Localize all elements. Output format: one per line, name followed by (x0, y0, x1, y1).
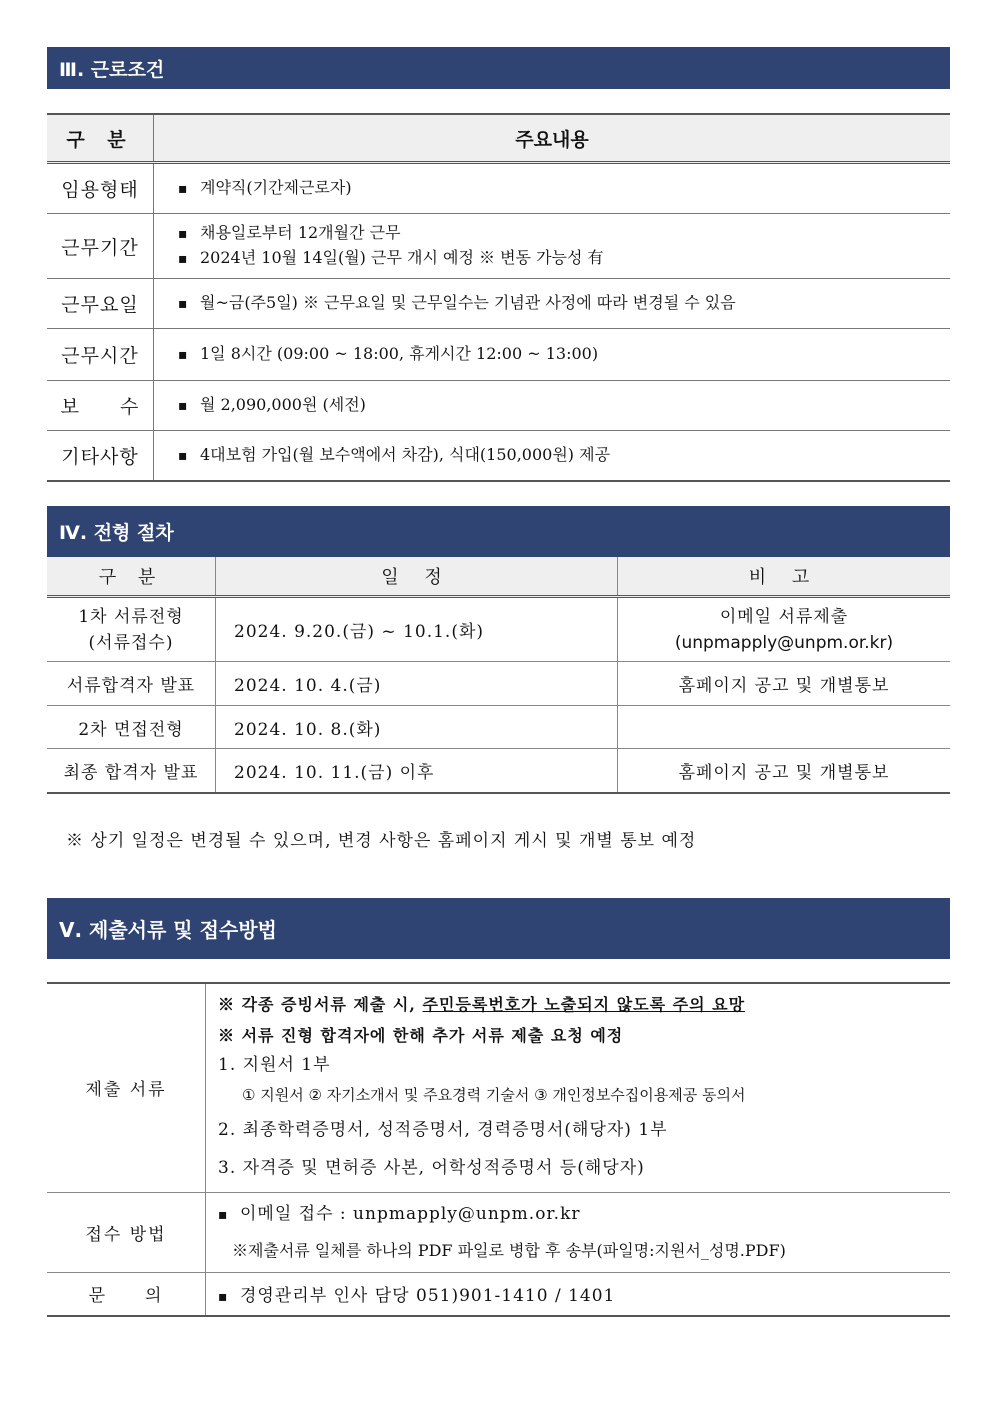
selection-process-table (47, 557, 950, 794)
step-cell (47, 597, 216, 662)
document-item-2: 2. 최종학력증명서, 성적증명서, 경력증명서(해당자) 1부 (218, 1119, 668, 1140)
section5-title: Ⅴ. 제출서류 및 접수방법 (47, 898, 950, 959)
table-row (47, 706, 950, 749)
table-row (47, 597, 950, 662)
section4-title: Ⅳ. 전형 절차 (47, 506, 950, 557)
warning-line (218, 989, 950, 1020)
table-row (47, 749, 950, 793)
list-item: ▪ 2024년 10월 14일(월) 근무 개시 예정 ※ 변동 가능성 有 (178, 246, 950, 271)
method-label: 접수 방법 (47, 1192, 206, 1272)
document-item-1: 1. 지원서 1부 (218, 1054, 331, 1075)
list-item: ▪ 채용일로부터 12개월간 근무 (178, 221, 950, 246)
document-item-3: 3. 자격증 및 면허증 사본, 어학성적증명서 등(해당자) (218, 1157, 645, 1178)
warning-prefix: ※ 각종 증빙서류 제출 시, (218, 994, 423, 1014)
row-content (154, 381, 951, 431)
row-content (154, 214, 951, 279)
step-name: 최종 합격자 발표 (47, 749, 216, 793)
row-label: 근무기간 (47, 214, 154, 279)
header-category: 구 분 (47, 114, 154, 163)
remark-text: 이메일 서류제출 (719, 606, 849, 627)
list-item: ▪ 월 2,090,000원 (세전) (178, 393, 950, 418)
table-row (47, 1272, 950, 1316)
step-name: 1차 서류전형 (78, 606, 184, 627)
documents-content (206, 983, 951, 1192)
table-row (47, 1192, 950, 1272)
table-row (47, 983, 950, 1192)
working-conditions-table (47, 113, 950, 482)
method-email: ▪ 이메일 접수 : unpmapply@unpm.or.kr (218, 1195, 950, 1233)
list-item: ▪ 1일 8시간 (09:00 ~ 18:00, 휴게시간 12:00 ~ 13:00) (178, 342, 950, 367)
row-content (154, 329, 951, 381)
submission-table (47, 982, 950, 1317)
row-content (154, 163, 951, 214)
row-content (154, 279, 951, 329)
header-schedule: 일 정 (216, 557, 618, 597)
header-remarks: 비 고 (618, 557, 951, 597)
schedule-date: 2024. 10. 8.(화) (216, 706, 618, 749)
additional-docs-notice: ※ 서류 진형 합격자에 한해 추가 서류 제출 요청 예정 (218, 1025, 624, 1045)
table-row (47, 329, 950, 381)
table-row (47, 279, 950, 329)
row-label: 기타사항 (47, 431, 154, 481)
row-label: 근무시간 (47, 329, 154, 381)
remark-text: 홈페이지 공고 및 개별통보 (618, 749, 951, 793)
row-label: 근무요일 (47, 279, 154, 329)
table-row (47, 163, 950, 214)
contact-label: 문 의 (47, 1272, 206, 1316)
contact-content (206, 1272, 951, 1316)
remark-text: 홈페이지 공고 및 개별통보 (618, 662, 951, 706)
remark-cell (618, 597, 951, 662)
schedule-date: 2024. 10. 4.(금) (216, 662, 618, 706)
document-item-1-sub: ① 지원서 ② 자기소개서 및 주요경력 기술서 ③ 개인정보수집이용제공 동의서 (242, 1085, 746, 1104)
table-row (47, 431, 950, 481)
header-category: 구 분 (47, 557, 216, 597)
schedule-date: 2024. 9.20.(금) ~ 10.1.(화) (216, 597, 618, 662)
list-item: ▪ 계약직(기간제근로자) (178, 176, 950, 201)
remark-email: (unpmapply@unpm.or.kr) (674, 632, 894, 653)
step-name: 서류합격자 발표 (47, 662, 216, 706)
schedule-date: 2024. 10. 11.(금) 이후 (216, 749, 618, 793)
step-name: 2차 면접전형 (47, 706, 216, 749)
section3-title: Ⅲ. 근로조건 (47, 47, 950, 89)
contact-text: ▪ 경영관리부 인사 담당 051)901-1410 / 1401 (218, 1281, 950, 1306)
schedule-footnote: ※ 상기 일정은 변경될 수 있으며, 변경 사항은 홈페이지 게시 및 개별 통보 예정 (66, 831, 697, 851)
row-label: 보 수 (47, 381, 154, 431)
warning-underlined: 주민등록번호가 노출되지 않도록 주의 요망 (422, 994, 746, 1014)
method-content (206, 1192, 951, 1272)
method-note: ※제출서류 일체를 하나의 PDF 파일로 병합 후 송부(파일명:지원서_성명.PDF) (232, 1241, 786, 1260)
list-item: ▪ 4대보험 가입(월 보수액에서 차감), 식대(150,000원) 제공 (178, 443, 950, 468)
table-row (47, 214, 950, 279)
list-item: ▪ 월~금(주5일) ※ 근무요일 및 근무일수는 기념관 사정에 따라 변경될 수 있음 (178, 291, 950, 316)
row-content (154, 431, 951, 481)
row-label: 임용형태 (47, 163, 154, 214)
table-row (47, 381, 950, 431)
documents-label: 제출 서류 (47, 983, 206, 1192)
step-subname: (서류접수) (88, 632, 174, 653)
header-content: 주요내용 (154, 114, 951, 163)
table-row (47, 662, 950, 706)
remark-text (618, 706, 951, 749)
